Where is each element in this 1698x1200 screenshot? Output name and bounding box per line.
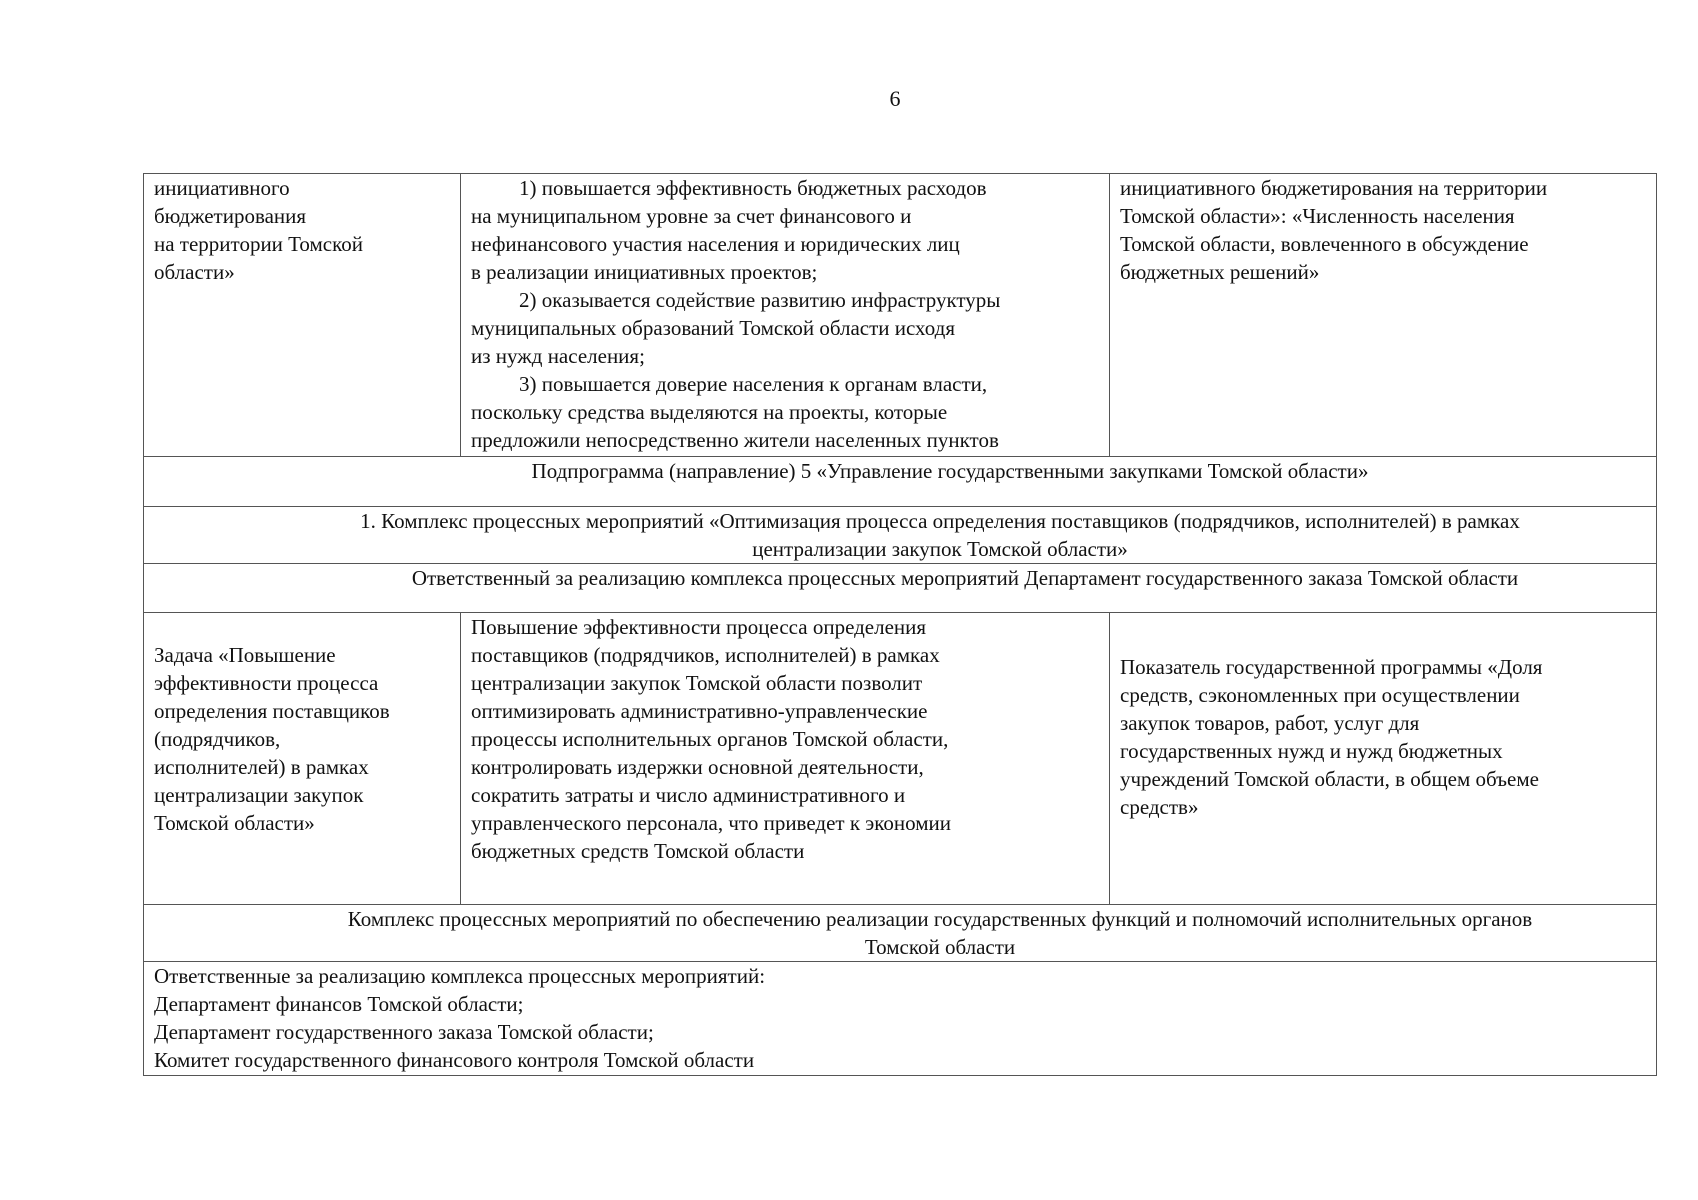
effects-cell (461, 174, 1110, 457)
cell-text-line: сократить затраты и число административного и (471, 783, 906, 807)
table-row (144, 905, 1657, 962)
cell-text-line: инициативного бюджетирования на территории (1120, 176, 1548, 200)
effects-cell (461, 613, 1110, 905)
cell-text-line: в реализации инициативных проектов; (471, 260, 818, 284)
page-number: 6 (889, 86, 901, 111)
indicator-cell-continued (1110, 174, 1657, 457)
table-row (144, 564, 1657, 613)
cell-text-line: на территории Томской (154, 232, 364, 256)
cell-text-line: на муниципальном уровне за счет финансового и (471, 204, 912, 228)
cell-text-line: Задача «Повышение (154, 643, 336, 667)
cell-text-line: предложили непосредственно жители населенных пунктов (471, 428, 999, 452)
cell-text-line: муниципальных образований Томской области исходя (471, 316, 955, 340)
cell-text-line: процессы исполнительных органов Томской области, (471, 727, 949, 751)
cell-text-line: Департамент государственного заказа Томской области; (154, 1020, 654, 1044)
cell-text-line: из нужд населения; (471, 344, 645, 368)
cell-text-line: Томской области (864, 935, 1016, 959)
cell-text-line: области» (154, 260, 235, 284)
cell-text-line: Показатель государственной программы «Доля (1120, 655, 1543, 679)
cell-text-line: бюджетирования (154, 204, 307, 228)
cell-text-line: управленческого персонала, что приведет к экономии (471, 811, 952, 835)
complex-title (144, 905, 1657, 962)
cell-text-line: оптимизировать административно-управленческие (471, 699, 928, 723)
cell-text-line: Томской области»: «Численность населения (1120, 204, 1515, 228)
cell-text-line: инициативного (154, 176, 290, 200)
cell-text-line: определения поставщиков (154, 699, 390, 723)
cell-text-line: контролировать издержки основной деятельности, (471, 755, 924, 779)
cell-text-line: закупок товаров, работ, услуг для (1120, 711, 1420, 735)
cell-text-line: Комитет государственного финансового контроля Томской области (154, 1048, 755, 1072)
responsible-list (144, 962, 1657, 1076)
complex-title (144, 507, 1657, 564)
cell-text-line: поставщиков (подрядчиков, исполнителей) в рамках (471, 643, 940, 667)
table-row (144, 507, 1657, 564)
indicator-cell (1110, 613, 1657, 905)
responsible-text: Ответственный за реализацию комплекса процессных мероприятий Департамент государственного заказа Томской области (144, 564, 1657, 613)
cell-text-line: Повышение эффективности процесса определения (471, 615, 927, 639)
cell-text-line: Томской области, вовлеченного в обсуждение (1120, 232, 1529, 256)
subprogram-title: Подпрограмма (направление) 5 «Управление государственными закупками Томской области» (144, 457, 1657, 507)
cell-text-line: централизации закупок (154, 783, 364, 807)
cell-text-line: бюджетных средств Томской области (471, 839, 805, 863)
cell-text-line: централизации закупок Томской области позволит (471, 671, 923, 695)
cell-text-line: 2) оказывается содействие развитию инфраструктуры (519, 288, 1001, 312)
table-row (144, 613, 1657, 905)
program-table (143, 173, 1657, 1076)
cell-text-line: (подрядчиков, (154, 727, 281, 751)
table-row (144, 457, 1657, 507)
cell-text-line: Комплекс процессных мероприятий по обеспечению реализации государственных функций и полномочий исполнительных органов (347, 907, 1533, 931)
cell-text-line: учреждений Томской области, в общем объеме (1120, 767, 1539, 791)
cell-text-line: Департамент финансов Томской области; (154, 992, 524, 1016)
cell-text-line: нефинансового участия населения и юридических лиц (471, 232, 960, 256)
cell-text-line: централизации закупок Томской области» (752, 537, 1128, 561)
task-cell-continued (144, 174, 461, 457)
cell-text-line: средств» (1120, 795, 1199, 819)
cell-text-line: 1) повышается эффективность бюджетных расходов (519, 176, 987, 200)
cell-text-line: 3) повышается доверие населения к органам власти, (519, 372, 988, 396)
cell-text-line: Ответственные за реализацию комплекса процессных мероприятий: (154, 964, 766, 988)
table-row (144, 962, 1657, 1076)
cell-text-line: средств, сэкономленных при осуществлении (1120, 683, 1520, 707)
table-row (144, 174, 1657, 457)
task-cell (144, 613, 461, 905)
cell-text-line: поскольку средства выделяются на проекты, которые (471, 400, 948, 424)
cell-text-line: исполнителей) в рамках (154, 755, 369, 779)
cell-text-line: государственных нужд и нужд бюджетных (1120, 739, 1503, 763)
cell-text-line: эффективности процесса (154, 671, 379, 695)
cell-text-line: Томской области» (154, 811, 315, 835)
cell-text-line: 1. Комплекс процессных мероприятий «Оптимизация процесса определения поставщиков (подрядчиков, исполнителей) в рамках (360, 509, 1520, 533)
cell-text-line: бюджетных решений» (1120, 260, 1320, 284)
